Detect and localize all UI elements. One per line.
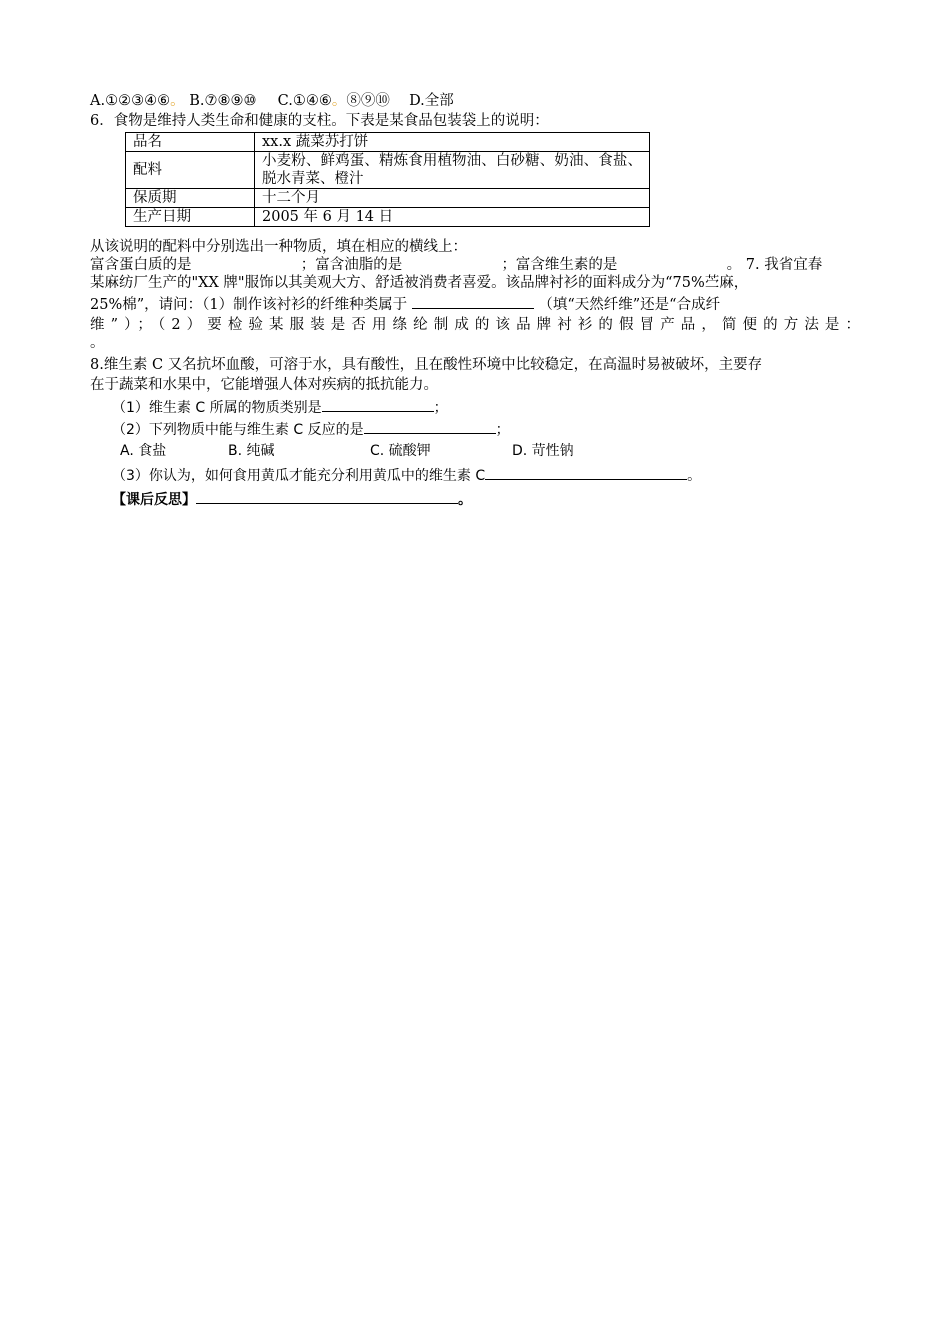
table-value: 2005 年 6 月 14 日 xyxy=(255,208,650,227)
table-value: 十二个月 xyxy=(255,189,650,208)
q7-start: 7. 我省宜春 xyxy=(745,257,823,273)
q6-fill-line xyxy=(90,256,822,274)
q7-line-3 xyxy=(90,295,720,314)
reflection-label: 【课后反思】 xyxy=(112,492,196,508)
option-a: A. 食盐 xyxy=(120,443,167,459)
table-row xyxy=(126,208,650,227)
q5-options: A.①②③④⑥。 B.⑦⑧⑨⑩ C.①④⑥。⑧⑨⑩ D.全部 xyxy=(90,93,454,109)
q8-options xyxy=(120,442,574,460)
option-c: C. 硫酸钾 xyxy=(370,443,431,459)
q8-sub2 xyxy=(112,420,510,439)
q7-part1-text: 25%棉”，请问：（1）制作该衬衫的纤维种类属于 xyxy=(90,297,408,313)
q8-sub1-text: （1）维生素 C 所属的物质类别是 xyxy=(112,400,322,416)
cucumber-method-answer-blank[interactable] xyxy=(485,466,687,480)
option-d: D. 苛性钠 xyxy=(512,443,574,459)
table-key: 品名 xyxy=(126,133,255,152)
q7-line-2: 某麻纺厂生产的"XX 牌"服饰以其美观大方、舒适被消费者喜爱。该品牌衬衫的面料成分为“75%苎麻， xyxy=(90,275,749,291)
reflection-end: 。 xyxy=(458,492,472,508)
reactant-answer-blank[interactable] xyxy=(364,420,496,434)
q5-option-d: D.全部 xyxy=(409,93,454,109)
q7-part1-hint: （填“天然纤维”还是“合成纤 xyxy=(538,297,721,313)
fat-label: ；富含油脂的是 xyxy=(300,257,403,273)
table-key: 生产日期 xyxy=(126,208,255,227)
q8-line-2: 在于蔬菜和水果中，它能增强人体对疾病的抵抗能力。 xyxy=(90,377,438,393)
q7-line-5: 。 xyxy=(90,335,105,351)
protein-label: 富含蛋白质的是 xyxy=(90,257,192,273)
q6-period: 。 xyxy=(726,257,742,273)
substance-class-answer-blank[interactable] xyxy=(322,398,434,412)
q6-stem: 6．食物是维持人类生命和健康的支柱。下表是某食品包装袋上的说明： xyxy=(90,113,549,129)
q8-sub3-text: （3）你认为，如何食用黄瓜才能充分利用黄瓜中的维生素 C xyxy=(112,468,486,484)
q5-option-c: C.①④⑥ xyxy=(277,93,332,109)
food-info-table xyxy=(125,132,650,227)
table-value: 小麦粉、鲜鸡蛋、精炼食用植物油、白砂糖、奶油、食盐、脱水青菜、橙汁 xyxy=(255,152,650,189)
q8-sub2-end: ； xyxy=(495,422,510,438)
q8-sub3 xyxy=(112,466,701,485)
table-key: 配料 xyxy=(126,152,255,189)
table-key: 保质期 xyxy=(126,189,255,208)
table-row xyxy=(126,189,650,208)
reflection-answer-blank[interactable] xyxy=(196,490,458,504)
q8-sub2-text: （2）下列物质中能与维生素 C 反应的是 xyxy=(112,422,364,438)
table-value: xx.x 蔬菜苏打饼 xyxy=(255,133,650,152)
q8-line-1: 8.维生素 C 又名抗坏血酸，可溶于水，具有酸性，且在酸性环境中比较稳定，在高温时易被破坏，主要存 xyxy=(90,357,763,373)
q5-option-c-rest: ⑧⑨⑩ xyxy=(346,93,390,109)
vitamin-label: ；富含维生素的是 xyxy=(501,257,618,273)
table-row xyxy=(126,133,650,152)
fiber-type-answer-blank[interactable] xyxy=(412,295,534,309)
reflection xyxy=(112,490,472,509)
table-row xyxy=(126,152,650,189)
q8-sub3-end: 。 xyxy=(687,468,702,484)
q6-instruction: 从该说明的配料中分别选出一种物质，填在相应的横线上： xyxy=(90,239,467,255)
q5-option-b: B.⑦⑧⑨⑩ xyxy=(189,93,257,109)
q5-option-a: A.①②③④⑥ xyxy=(90,93,171,109)
q8-sub1 xyxy=(112,398,448,417)
option-b: B. 纯碱 xyxy=(228,443,275,459)
q7-line-4: 维”）；（2）要检验某服装是否用绦纶制成的该品牌衬衫的假冒产品，简便的方法是： xyxy=(90,317,860,333)
q8-sub1-end: ； xyxy=(433,400,448,416)
